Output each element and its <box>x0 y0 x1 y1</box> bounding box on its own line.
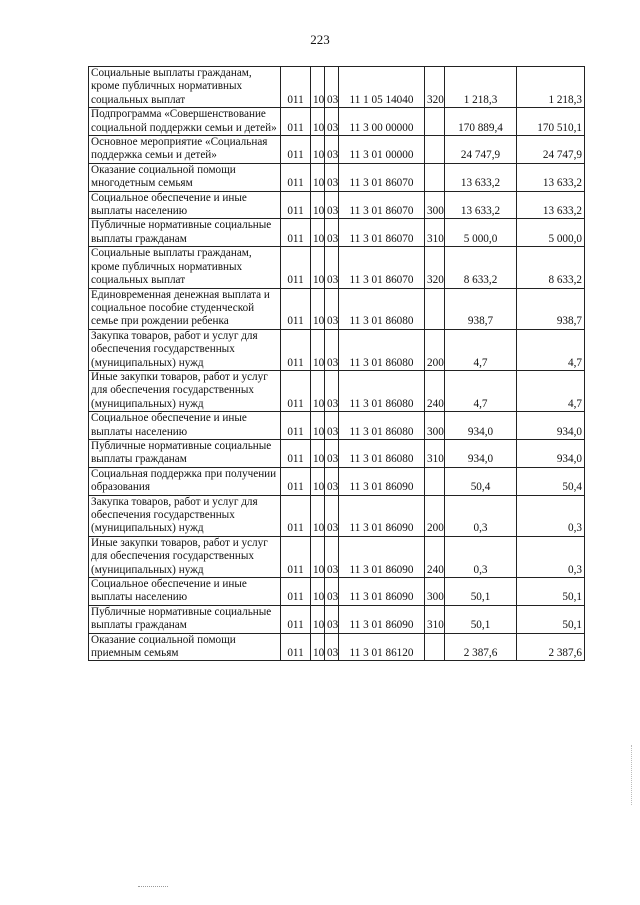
expense-type-cell: 310 <box>425 605 445 633</box>
amount-year1-cell: 13 633,2 <box>445 163 517 191</box>
target-article-cell: 11 3 01 86080 <box>339 329 425 370</box>
scan-artifact <box>631 745 634 805</box>
row-name-text: Основное мероприятие «Социальная поддержка семьи и детей» <box>91 136 268 162</box>
subsection-code-cell: 03 <box>325 605 339 633</box>
row-name-cell <box>89 495 281 536</box>
row-name-text: Публичные нормативные социальные выплаты гражданам <box>91 605 272 632</box>
row-name-text: Иные закупки товаров, работ и услуг для обеспечения государственных (муниципальных) нужд <box>91 370 268 410</box>
amount-year1-cell: 2 387,6 <box>445 633 517 661</box>
ministry-code-cell: 011 <box>281 108 311 136</box>
row-name-cell <box>89 412 281 440</box>
table-row <box>89 439 585 467</box>
section-code-cell: 10 <box>311 329 325 370</box>
section-code-cell: 10 <box>311 578 325 606</box>
subsection-code-cell: 03 <box>325 536 339 577</box>
section-code-cell: 10 <box>311 108 325 136</box>
target-article-cell: 11 3 00 00000 <box>339 108 425 136</box>
section-code-cell: 10 <box>311 219 325 247</box>
row-name-text: Публичные нормативные социальные выплаты гражданам <box>91 439 272 466</box>
subsection-code-cell: 03 <box>325 412 339 440</box>
expense-type-cell: 310 <box>425 439 445 467</box>
section-code-cell: 10 <box>311 247 325 288</box>
row-name-cell <box>89 536 281 577</box>
amount-year2-cell: 13 633,2 <box>517 163 585 191</box>
amount-year2-cell: 13 633,2 <box>517 191 585 219</box>
table-row <box>89 578 585 606</box>
target-article-cell: 11 3 01 86070 <box>339 219 425 247</box>
subsection-code-cell: 03 <box>325 108 339 136</box>
amount-year1-cell: 0,3 <box>445 536 517 577</box>
row-name-text: Единовременная денежная выплата и социальное пособие студенческой семье при рождении ребенка <box>91 288 270 328</box>
row-name-cell <box>89 329 281 370</box>
row-name-text: Закупка товаров, работ и услуг для обеспечения государственных (муниципальных) нужд <box>91 495 258 535</box>
amount-year2-cell: 24 747,9 <box>517 136 585 164</box>
page-number: 223 <box>310 32 330 47</box>
table-row <box>89 136 585 164</box>
target-article-cell: 11 3 01 86070 <box>339 191 425 219</box>
row-name-text: Подпрограмма «Совершенствование социальной поддержки семьи и детей» <box>91 108 277 134</box>
ministry-code-cell: 011 <box>281 163 311 191</box>
amount-year1-cell: 50,1 <box>445 605 517 633</box>
expense-type-cell: 240 <box>425 536 445 577</box>
amount-year1-cell: 4,7 <box>445 329 517 370</box>
amount-year1-cell: 0,3 <box>445 495 517 536</box>
row-name-cell <box>89 67 281 108</box>
table-row <box>89 163 585 191</box>
row-name-text: Иные закупки товаров, работ и услуг для обеспечения государственных (муниципальных) нужд <box>91 536 268 576</box>
row-name-text: Социальные выплаты гражданам, кроме публичных нормативных социальных выплат <box>91 67 252 106</box>
row-name-text: Социальная поддержка при получении образования <box>91 467 277 494</box>
row-name-text: Социальное обеспечение и иные выплаты населению <box>91 578 247 604</box>
amount-year1-cell: 50,1 <box>445 578 517 606</box>
target-article-cell: 11 3 01 86080 <box>339 288 425 329</box>
amount-year2-cell: 8 633,2 <box>517 247 585 288</box>
amount-year2-cell: 50,1 <box>517 605 585 633</box>
ministry-code-cell: 011 <box>281 329 311 370</box>
amount-year1-cell: 938,7 <box>445 288 517 329</box>
ministry-code-cell: 011 <box>281 536 311 577</box>
budget-table <box>88 66 585 661</box>
ministry-code-cell: 011 <box>281 633 311 661</box>
expense-type-cell <box>425 288 445 329</box>
subsection-code-cell: 03 <box>325 67 339 108</box>
target-article-cell: 11 3 01 86090 <box>339 495 425 536</box>
subsection-code-cell: 03 <box>325 191 339 219</box>
section-code-cell: 10 <box>311 163 325 191</box>
table-row <box>89 370 585 411</box>
table-row <box>89 633 585 661</box>
target-article-cell: 11 3 01 86080 <box>339 439 425 467</box>
amount-year2-cell: 2 387,6 <box>517 633 585 661</box>
row-name-cell <box>89 247 281 288</box>
ministry-code-cell: 011 <box>281 247 311 288</box>
expense-type-cell <box>425 108 445 136</box>
amount-year1-cell: 4,7 <box>445 370 517 411</box>
table-row <box>89 495 585 536</box>
target-article-cell: 11 3 01 86090 <box>339 578 425 606</box>
table-row <box>89 191 585 219</box>
subsection-code-cell: 03 <box>325 247 339 288</box>
amount-year1-cell: 5 000,0 <box>445 219 517 247</box>
amount-year2-cell: 938,7 <box>517 288 585 329</box>
expense-type-cell: 310 <box>425 219 445 247</box>
target-article-cell: 11 3 01 00000 <box>339 136 425 164</box>
section-code-cell: 10 <box>311 439 325 467</box>
section-code-cell: 10 <box>311 67 325 108</box>
table-row <box>89 288 585 329</box>
ministry-code-cell: 011 <box>281 219 311 247</box>
table-row <box>89 412 585 440</box>
subsection-code-cell: 03 <box>325 288 339 329</box>
subsection-code-cell: 03 <box>325 467 339 495</box>
section-code-cell: 10 <box>311 633 325 661</box>
table-row <box>89 219 585 247</box>
subsection-code-cell: 03 <box>325 495 339 536</box>
subsection-code-cell: 03 <box>325 439 339 467</box>
amount-year2-cell: 0,3 <box>517 536 585 577</box>
expense-type-cell <box>425 163 445 191</box>
row-name-cell <box>89 163 281 191</box>
section-code-cell: 10 <box>311 136 325 164</box>
target-article-cell: 11 3 01 86120 <box>339 633 425 661</box>
ministry-code-cell: 011 <box>281 191 311 219</box>
table-row <box>89 247 585 288</box>
ministry-code-cell: 011 <box>281 578 311 606</box>
amount-year1-cell: 1 218,3 <box>445 67 517 108</box>
expense-type-cell: 300 <box>425 578 445 606</box>
row-name-text: Публичные нормативные социальные выплаты гражданам <box>91 219 272 245</box>
expense-type-cell: 300 <box>425 412 445 440</box>
amount-year1-cell: 50,4 <box>445 467 517 495</box>
target-article-cell: 11 3 01 86080 <box>339 370 425 411</box>
amount-year1-cell: 934,0 <box>445 412 517 440</box>
section-code-cell: 10 <box>311 605 325 633</box>
ministry-code-cell: 011 <box>281 495 311 536</box>
row-name-cell <box>89 467 281 495</box>
amount-year2-cell: 934,0 <box>517 412 585 440</box>
table-row <box>89 108 585 136</box>
row-name-cell <box>89 439 281 467</box>
ministry-code-cell: 011 <box>281 439 311 467</box>
row-name-text: Социальное обеспечение и иные выплаты населению <box>91 191 247 218</box>
target-article-cell: 11 3 01 86090 <box>339 605 425 633</box>
ministry-code-cell: 011 <box>281 136 311 164</box>
subsection-code-cell: 03 <box>325 163 339 191</box>
section-code-cell: 10 <box>311 412 325 440</box>
subsection-code-cell: 03 <box>325 329 339 370</box>
row-name-cell <box>89 219 281 247</box>
amount-year1-cell: 170 889,4 <box>445 108 517 136</box>
row-name-text: Социальное обеспечение и иные выплаты населению <box>91 412 247 438</box>
row-name-text: Социальные выплаты гражданам, кроме публичных нормативных социальных выплат <box>91 247 252 287</box>
expense-type-cell: 300 <box>425 191 445 219</box>
target-article-cell: 11 3 01 86080 <box>339 412 425 440</box>
row-name-text: Закупка товаров, работ и услуг для обеспечения государственных (муниципальных) нужд <box>91 329 258 369</box>
amount-year2-cell: 50,4 <box>517 467 585 495</box>
expense-type-cell: 200 <box>425 495 445 536</box>
section-code-cell: 10 <box>311 467 325 495</box>
subsection-code-cell: 03 <box>325 219 339 247</box>
row-name-cell <box>89 633 281 661</box>
target-article-cell: 11 3 01 86070 <box>339 247 425 288</box>
expense-type-cell <box>425 633 445 661</box>
ministry-code-cell: 011 <box>281 412 311 440</box>
row-name-cell <box>89 288 281 329</box>
subsection-code-cell: 03 <box>325 578 339 606</box>
row-name-cell <box>89 191 281 219</box>
target-article-cell: 11 3 01 86070 <box>339 163 425 191</box>
subsection-code-cell: 03 <box>325 633 339 661</box>
ministry-code-cell: 011 <box>281 370 311 411</box>
target-article-cell: 11 3 01 86090 <box>339 467 425 495</box>
row-name-cell <box>89 370 281 411</box>
amount-year2-cell: 1 218,3 <box>517 67 585 108</box>
scan-artifact <box>138 886 168 888</box>
row-name-cell <box>89 136 281 164</box>
table-row <box>89 329 585 370</box>
amount-year2-cell: 934,0 <box>517 439 585 467</box>
expense-type-cell <box>425 467 445 495</box>
amount-year1-cell: 934,0 <box>445 439 517 467</box>
section-code-cell: 10 <box>311 191 325 219</box>
target-article-cell: 11 3 01 86090 <box>339 536 425 577</box>
subsection-code-cell: 03 <box>325 370 339 411</box>
ministry-code-cell: 011 <box>281 67 311 108</box>
amount-year1-cell: 24 747,9 <box>445 136 517 164</box>
section-code-cell: 10 <box>311 495 325 536</box>
ministry-code-cell: 011 <box>281 288 311 329</box>
row-name-text: Оказание социальной помощи многодетным семьям <box>91 163 236 190</box>
row-name-cell <box>89 108 281 136</box>
amount-year2-cell: 0,3 <box>517 495 585 536</box>
table-row <box>89 67 585 108</box>
amount-year1-cell: 8 633,2 <box>445 247 517 288</box>
amount-year2-cell: 50,1 <box>517 578 585 606</box>
table-row <box>89 536 585 577</box>
row-name-text: Оказание социальной помощи приемным семьям <box>91 633 236 660</box>
amount-year2-cell: 4,7 <box>517 329 585 370</box>
amount-year2-cell: 170 510,1 <box>517 108 585 136</box>
expense-type-cell: 320 <box>425 67 445 108</box>
section-code-cell: 10 <box>311 288 325 329</box>
row-name-cell <box>89 578 281 606</box>
amount-year2-cell: 5 000,0 <box>517 219 585 247</box>
row-name-cell <box>89 605 281 633</box>
expense-type-cell <box>425 136 445 164</box>
ministry-code-cell: 011 <box>281 467 311 495</box>
expense-type-cell: 320 <box>425 247 445 288</box>
table-row <box>89 605 585 633</box>
budget-table-body <box>89 67 585 661</box>
expense-type-cell: 200 <box>425 329 445 370</box>
ministry-code-cell: 011 <box>281 605 311 633</box>
section-code-cell: 10 <box>311 370 325 411</box>
table-row <box>89 467 585 495</box>
section-code-cell: 10 <box>311 536 325 577</box>
amount-year1-cell: 13 633,2 <box>445 191 517 219</box>
subsection-code-cell: 03 <box>325 136 339 164</box>
amount-year2-cell: 4,7 <box>517 370 585 411</box>
expense-type-cell: 240 <box>425 370 445 411</box>
target-article-cell: 11 1 05 14040 <box>339 67 425 108</box>
